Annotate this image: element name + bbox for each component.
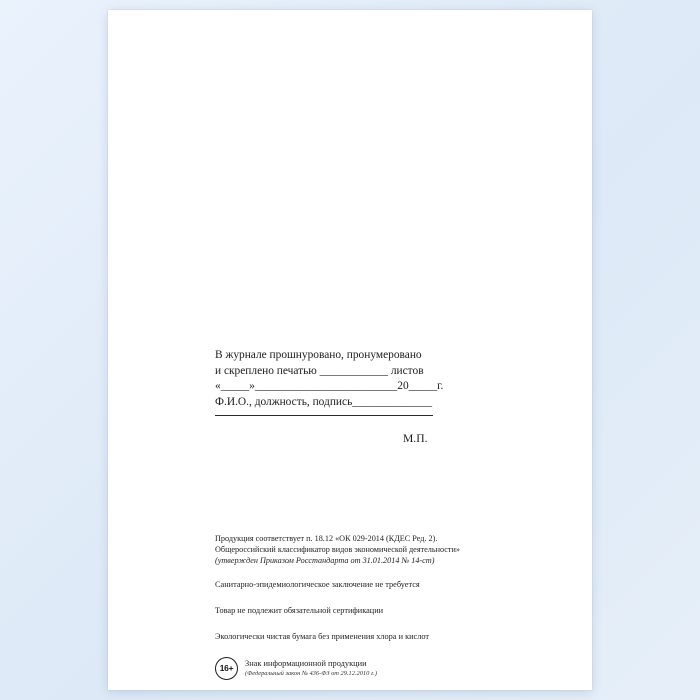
compliance-group	[215, 533, 545, 567]
certification-line-1: В журнале прошнуровано, пронумеровано	[215, 349, 422, 361]
age-mark-title: Знак информационной продукции	[245, 658, 367, 668]
footer-block	[215, 533, 545, 683]
compliance-line-3: (утвержден Приказом Росстандарта от 31.01.2014 № 14-ст)	[215, 556, 435, 566]
age-mark-subtitle: (Федеральный закон № 436-ФЗ от 29.12.2010 г.)	[245, 669, 378, 677]
age-mark	[215, 657, 545, 683]
compliance-line-2: Общероссийский классификатор видов экономической деятельности»	[215, 545, 460, 555]
age-mark-text	[245, 659, 377, 678]
page-content	[108, 10, 592, 690]
certification-line-3: «_____»_________________________20_____г.	[215, 380, 444, 393]
certification-line-2: и скреплено печатью ____________ листов	[215, 364, 424, 377]
compliance-line-1: Продукция соответствует п. 18.12 «ОК 029-2014 (КДЕС Ред. 2).	[215, 534, 438, 543]
note-sanitary: Санитарно-эпидемиологическое заключение не требуется	[215, 579, 420, 589]
certification-line-4: Ф.И.О., должность, подпись______________	[215, 395, 433, 408]
signature-rule	[215, 410, 433, 416]
age-rating-icon: 16+	[215, 657, 238, 680]
note-certification: Товар не подлежит обязательной сертификации	[215, 605, 384, 615]
certification-block	[215, 348, 515, 416]
document-page	[108, 10, 592, 690]
note-eco-paper: Экологически чистая бумага без применения хлора и кислот	[215, 631, 430, 641]
seal-label: М.П.	[403, 432, 428, 445]
